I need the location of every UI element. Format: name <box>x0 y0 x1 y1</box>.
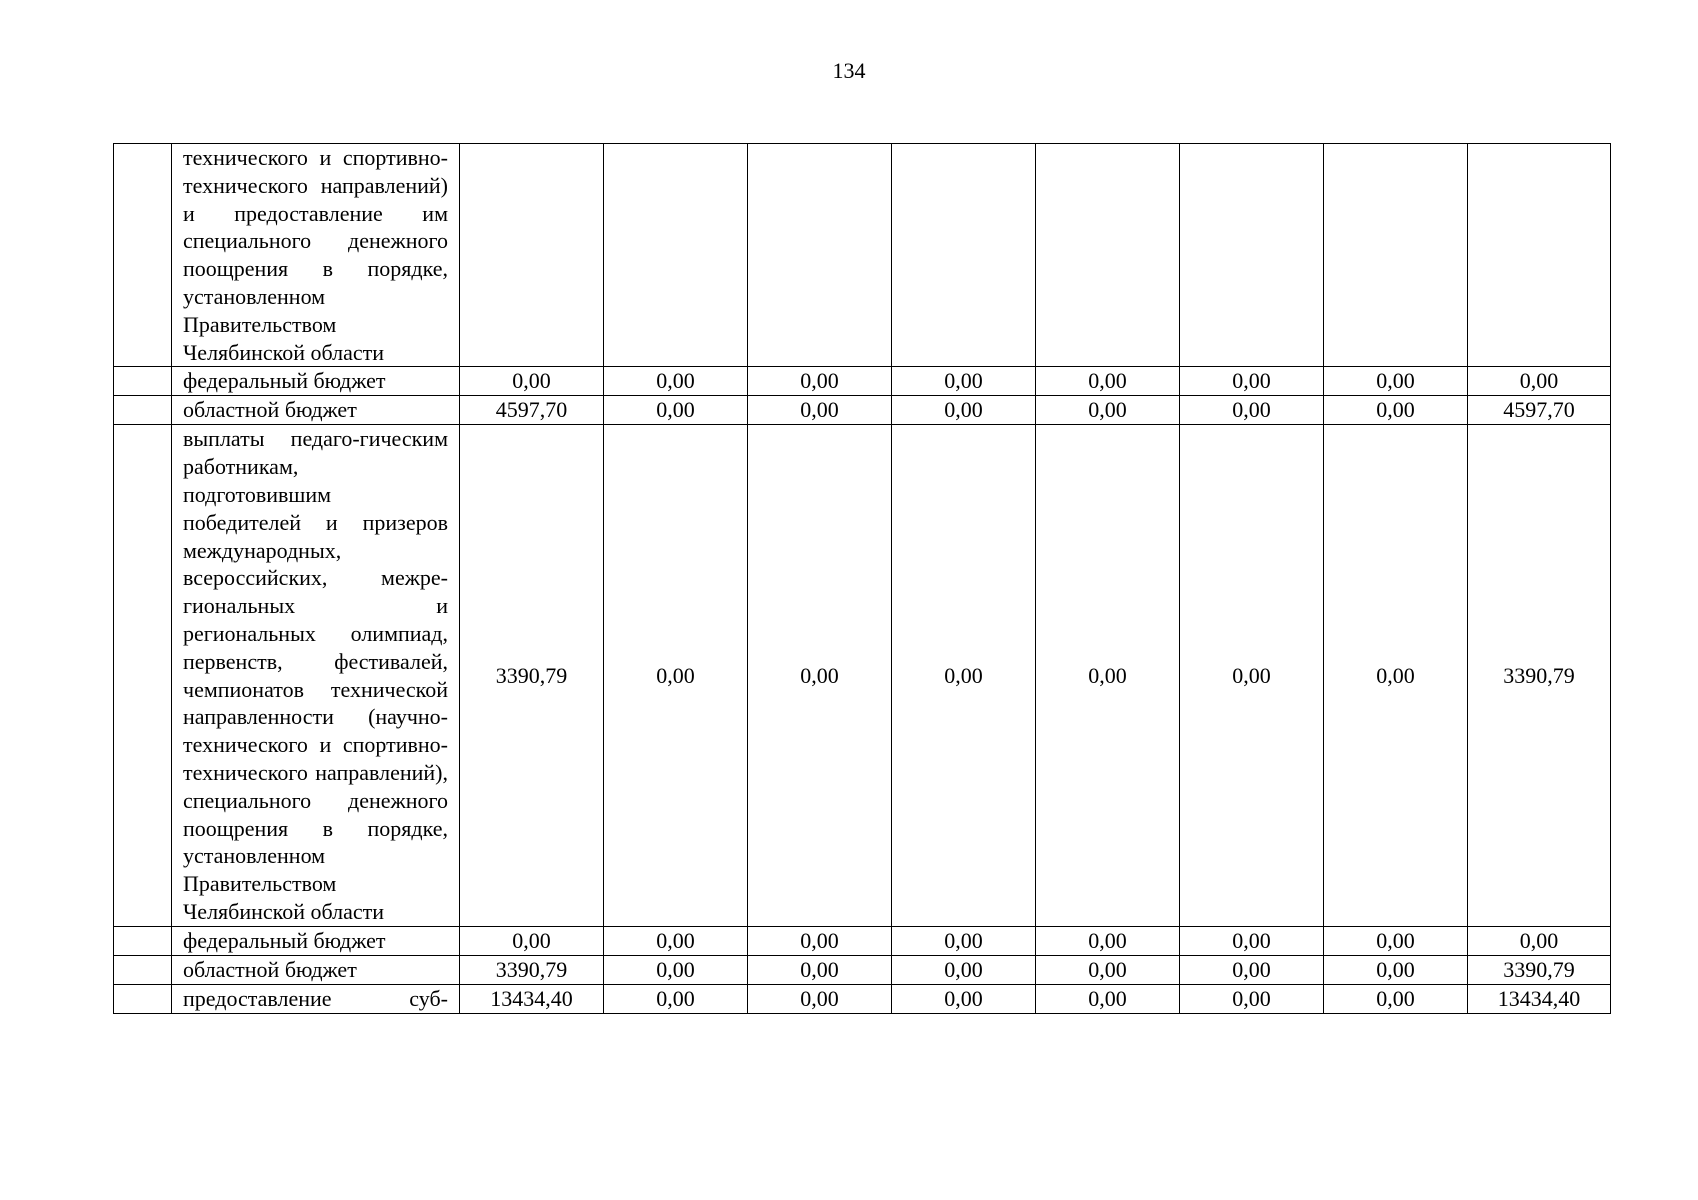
value-cell: 0,00 <box>1324 367 1468 396</box>
value-cell: 0,00 <box>892 425 1036 926</box>
description-text: областной бюджет <box>183 956 357 982</box>
value-cell: 3390,79 <box>1468 955 1611 984</box>
row-number-cell <box>114 425 172 926</box>
value-cell: 0,00 <box>604 984 748 1013</box>
row-number-cell <box>114 396 172 425</box>
description-text: выплаты педаго-гическим работникам, подготовившим победителей и призеров международных, всероссийских, межре-гиональных и региональных олимпиад, первенств, фестивалей, чемпионатов технической направленности (научно-технического и спортивно-технического направлений), специального денежного поощрения в порядке, установленном Правительством Челябинской области <box>183 426 448 924</box>
table-row <box>114 144 1611 367</box>
value-cell: 4597,70 <box>460 396 604 425</box>
value-cell: 0,00 <box>892 396 1036 425</box>
value-cell: 0,00 <box>748 396 892 425</box>
value-cell: 0,00 <box>604 367 748 396</box>
table-row <box>114 955 1611 984</box>
value-cell: 0,00 <box>604 926 748 955</box>
table-body <box>114 144 1611 1014</box>
value-cell: 0,00 <box>748 367 892 396</box>
value-cell: 0,00 <box>892 926 1036 955</box>
description-cell <box>172 367 460 396</box>
value-cell: 0,00 <box>1180 984 1324 1013</box>
value-cell: 0,00 <box>1180 396 1324 425</box>
value-cell: 13434,40 <box>460 984 604 1013</box>
table-row <box>114 425 1611 926</box>
value-cell <box>1036 144 1180 367</box>
description-cell <box>172 984 460 1013</box>
description-text: федеральный бюджет <box>183 927 386 953</box>
value-cell: 3390,79 <box>460 955 604 984</box>
value-cell: 0,00 <box>1180 955 1324 984</box>
value-cell: 0,00 <box>1036 396 1180 425</box>
value-cell: 0,00 <box>748 926 892 955</box>
value-cell <box>748 144 892 367</box>
value-cell: 0,00 <box>1036 367 1180 396</box>
row-number-cell <box>114 367 172 396</box>
value-cell <box>892 144 1036 367</box>
table-row <box>114 367 1611 396</box>
value-cell: 0,00 <box>1036 926 1180 955</box>
table-row <box>114 984 1611 1013</box>
description-text: областной бюджет <box>183 397 357 423</box>
value-cell <box>1468 144 1611 367</box>
value-cell: 3390,79 <box>1468 425 1611 926</box>
value-cell: 0,00 <box>1324 425 1468 926</box>
value-cell: 0,00 <box>1036 425 1180 926</box>
row-number-cell <box>114 926 172 955</box>
value-cell: 0,00 <box>1468 367 1611 396</box>
value-cell: 0,00 <box>1324 984 1468 1013</box>
value-cell: 0,00 <box>1324 396 1468 425</box>
description-cell <box>172 144 460 367</box>
description-text: федеральный бюджет <box>183 368 386 394</box>
value-cell: 0,00 <box>748 984 892 1013</box>
description-cell <box>172 955 460 984</box>
value-cell <box>604 144 748 367</box>
value-cell <box>1324 144 1468 367</box>
value-cell <box>460 144 604 367</box>
description-text: предоставление суб- <box>183 985 448 1011</box>
value-cell: 0,00 <box>1468 926 1611 955</box>
budget-table <box>113 143 1611 1014</box>
value-cell: 4597,70 <box>1468 396 1611 425</box>
value-cell: 0,00 <box>748 955 892 984</box>
value-cell <box>1180 144 1324 367</box>
value-cell: 0,00 <box>604 425 748 926</box>
value-cell: 13434,40 <box>1468 984 1611 1013</box>
description-cell <box>172 425 460 926</box>
value-cell: 0,00 <box>892 984 1036 1013</box>
value-cell: 0,00 <box>1036 984 1180 1013</box>
value-cell: 0,00 <box>1180 367 1324 396</box>
value-cell: 0,00 <box>460 367 604 396</box>
value-cell: 0,00 <box>1180 926 1324 955</box>
value-cell: 0,00 <box>1036 955 1180 984</box>
value-cell: 0,00 <box>892 367 1036 396</box>
value-cell: 0,00 <box>748 425 892 926</box>
value-cell: 0,00 <box>1324 926 1468 955</box>
table-row <box>114 396 1611 425</box>
value-cell: 0,00 <box>604 396 748 425</box>
description-cell <box>172 926 460 955</box>
page-number: 134 <box>832 58 866 83</box>
row-number-cell <box>114 144 172 367</box>
table-row <box>114 926 1611 955</box>
description-cell <box>172 396 460 425</box>
value-cell: 0,00 <box>892 955 1036 984</box>
value-cell: 0,00 <box>1180 425 1324 926</box>
value-cell: 0,00 <box>460 926 604 955</box>
row-number-cell <box>114 955 172 984</box>
value-cell: 3390,79 <box>460 425 604 926</box>
value-cell: 0,00 <box>1324 955 1468 984</box>
value-cell: 0,00 <box>604 955 748 984</box>
description-text: технического и спортивно-технического направлений) и предоставление им специального денежного поощрения в порядке, установленном Правительством Челябинской области <box>183 145 448 365</box>
row-number-cell <box>114 984 172 1013</box>
